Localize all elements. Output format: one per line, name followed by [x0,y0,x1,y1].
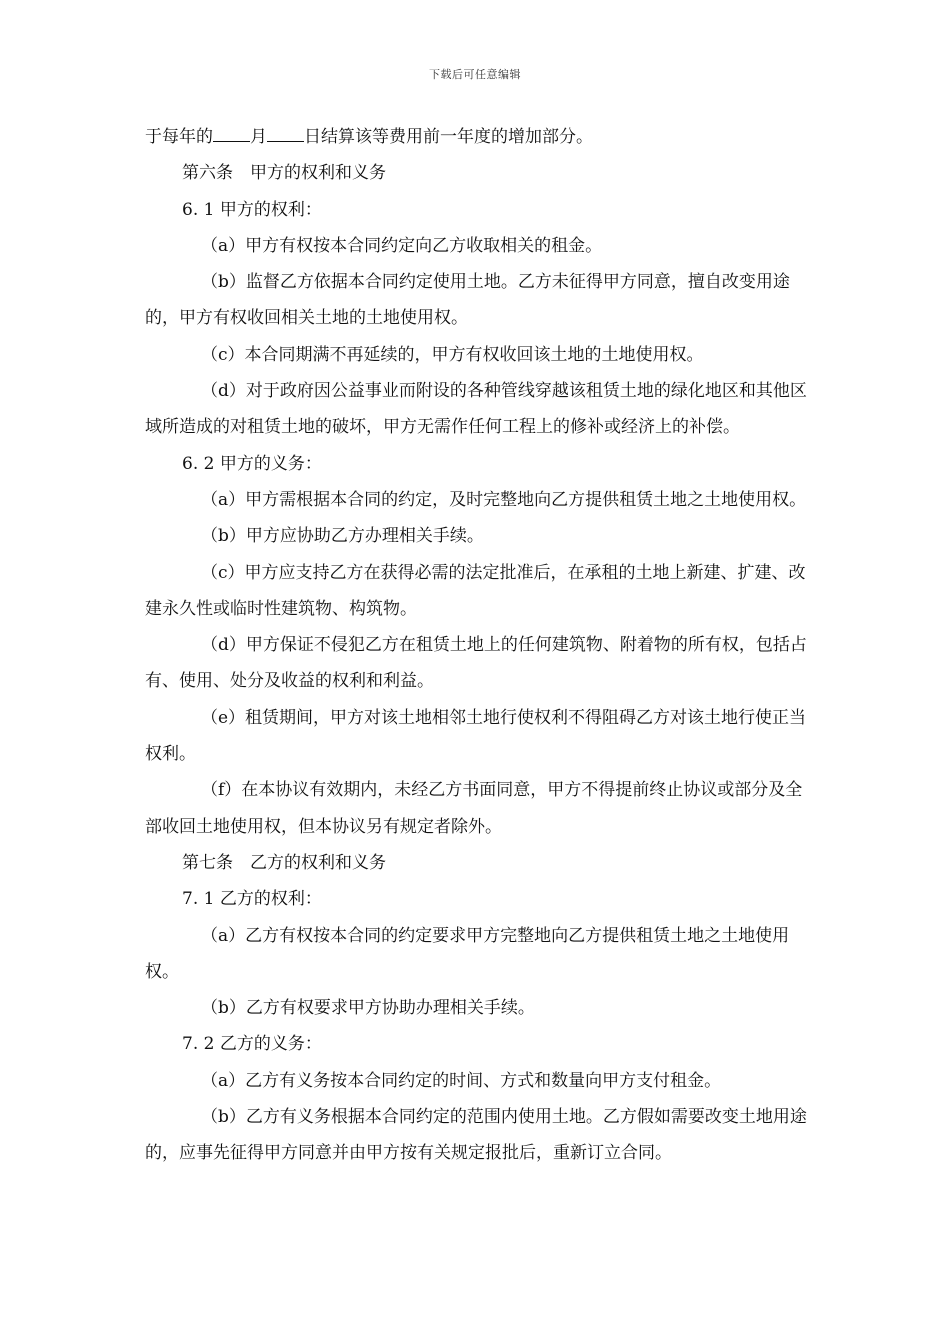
page-header-note: 下载后可任意编辑 [429,68,521,81]
day-blank [267,127,304,142]
month-blank [213,127,250,142]
paragraph-settlement-date [145,119,811,155]
section-7-2-heading: 7. 2 乙方的义务： [182,1034,322,1055]
document-body [145,119,811,1172]
article-6-title: 第六条 甲方的权利和义务 [182,163,386,184]
settlement-text-prefix: 于每年的 [145,127,213,147]
settlement-text-suffix: 日结算该等费用前一年度的增加部分。 [304,127,593,147]
section-6-1-heading: 6. 1 甲方的权利： [182,199,322,220]
section-7-1-heading: 7. 1 乙方的权利： [182,889,322,910]
clause-6-2-b: （b）甲方应协助乙方办理相关手续。 [201,526,484,547]
clause-6-1-a: （a）甲方有权按本合同约定向乙方收取相关的租金。 [201,235,603,256]
clause-6-2-e: （e）租赁期间，甲方对该土地相邻土地行使权利不得阻碍乙方对该土地行使正当权利。 [145,707,807,765]
clause-7-2-a: （a）乙方有义务按本合同约定的时间、方式和数量向甲方支付租金。 [201,1070,722,1091]
settlement-text-month: 月 [250,127,267,147]
clause-6-1-b: （b）监督乙方依据本合同约定使用土地。乙方未征得甲方同意，擅自改变用途的，甲方有权收回相关土地的土地使用权。 [145,272,790,329]
clause-6-2-d: （d）甲方保证不侵犯乙方在租赁土地上的任何建筑物、附着物的所有权，包括占有、使用、处分及收益的权利和利益。 [145,635,807,692]
article-7-title: 第七条 乙方的权利和义务 [182,852,386,873]
clause-7-1-a: （a）乙方有权按本合同的约定要求甲方完整地向乙方提供租赁土地之土地使用权。 [145,925,790,982]
section-6-2-heading: 6. 2 甲方的义务： [182,453,322,474]
clause-6-2-c: （c）甲方应支持乙方在获得必需的法定批准后，在承租的土地上新建、扩建、改建永久性或临时性建筑物、构筑物。 [145,562,806,619]
clause-6-1-c: （c）本合同期满不再延续的，甲方有权收回该土地的土地使用权。 [201,344,704,365]
clause-6-2-f: （f）在本协议有效期内，未经乙方书面同意，甲方不得提前终止协议或部分及全部收回土地使用权，但本协议另有规定者除外。 [145,780,803,837]
clause-6-2-a: （a）甲方需根据本合同的约定，及时完整地向乙方提供租赁土地之土地使用权。 [201,489,807,510]
clause-7-2-b: （b）乙方有义务根据本合同约定的范围内使用土地。乙方假如需要改变土地用途的，应事先征得甲方同意并由甲方按有关规定报批后，重新订立合同。 [145,1107,807,1164]
clause-7-1-b: （b）乙方有权要求甲方协助办理相关手续。 [201,998,535,1019]
clause-6-1-d: （d）对于政府因公益事业而附设的各种管线穿越该租赁土地的绿化地区和其他区域所造成的对租赁土地的破坏，甲方无需作任何工程上的修补或经济上的补偿。 [145,381,807,438]
